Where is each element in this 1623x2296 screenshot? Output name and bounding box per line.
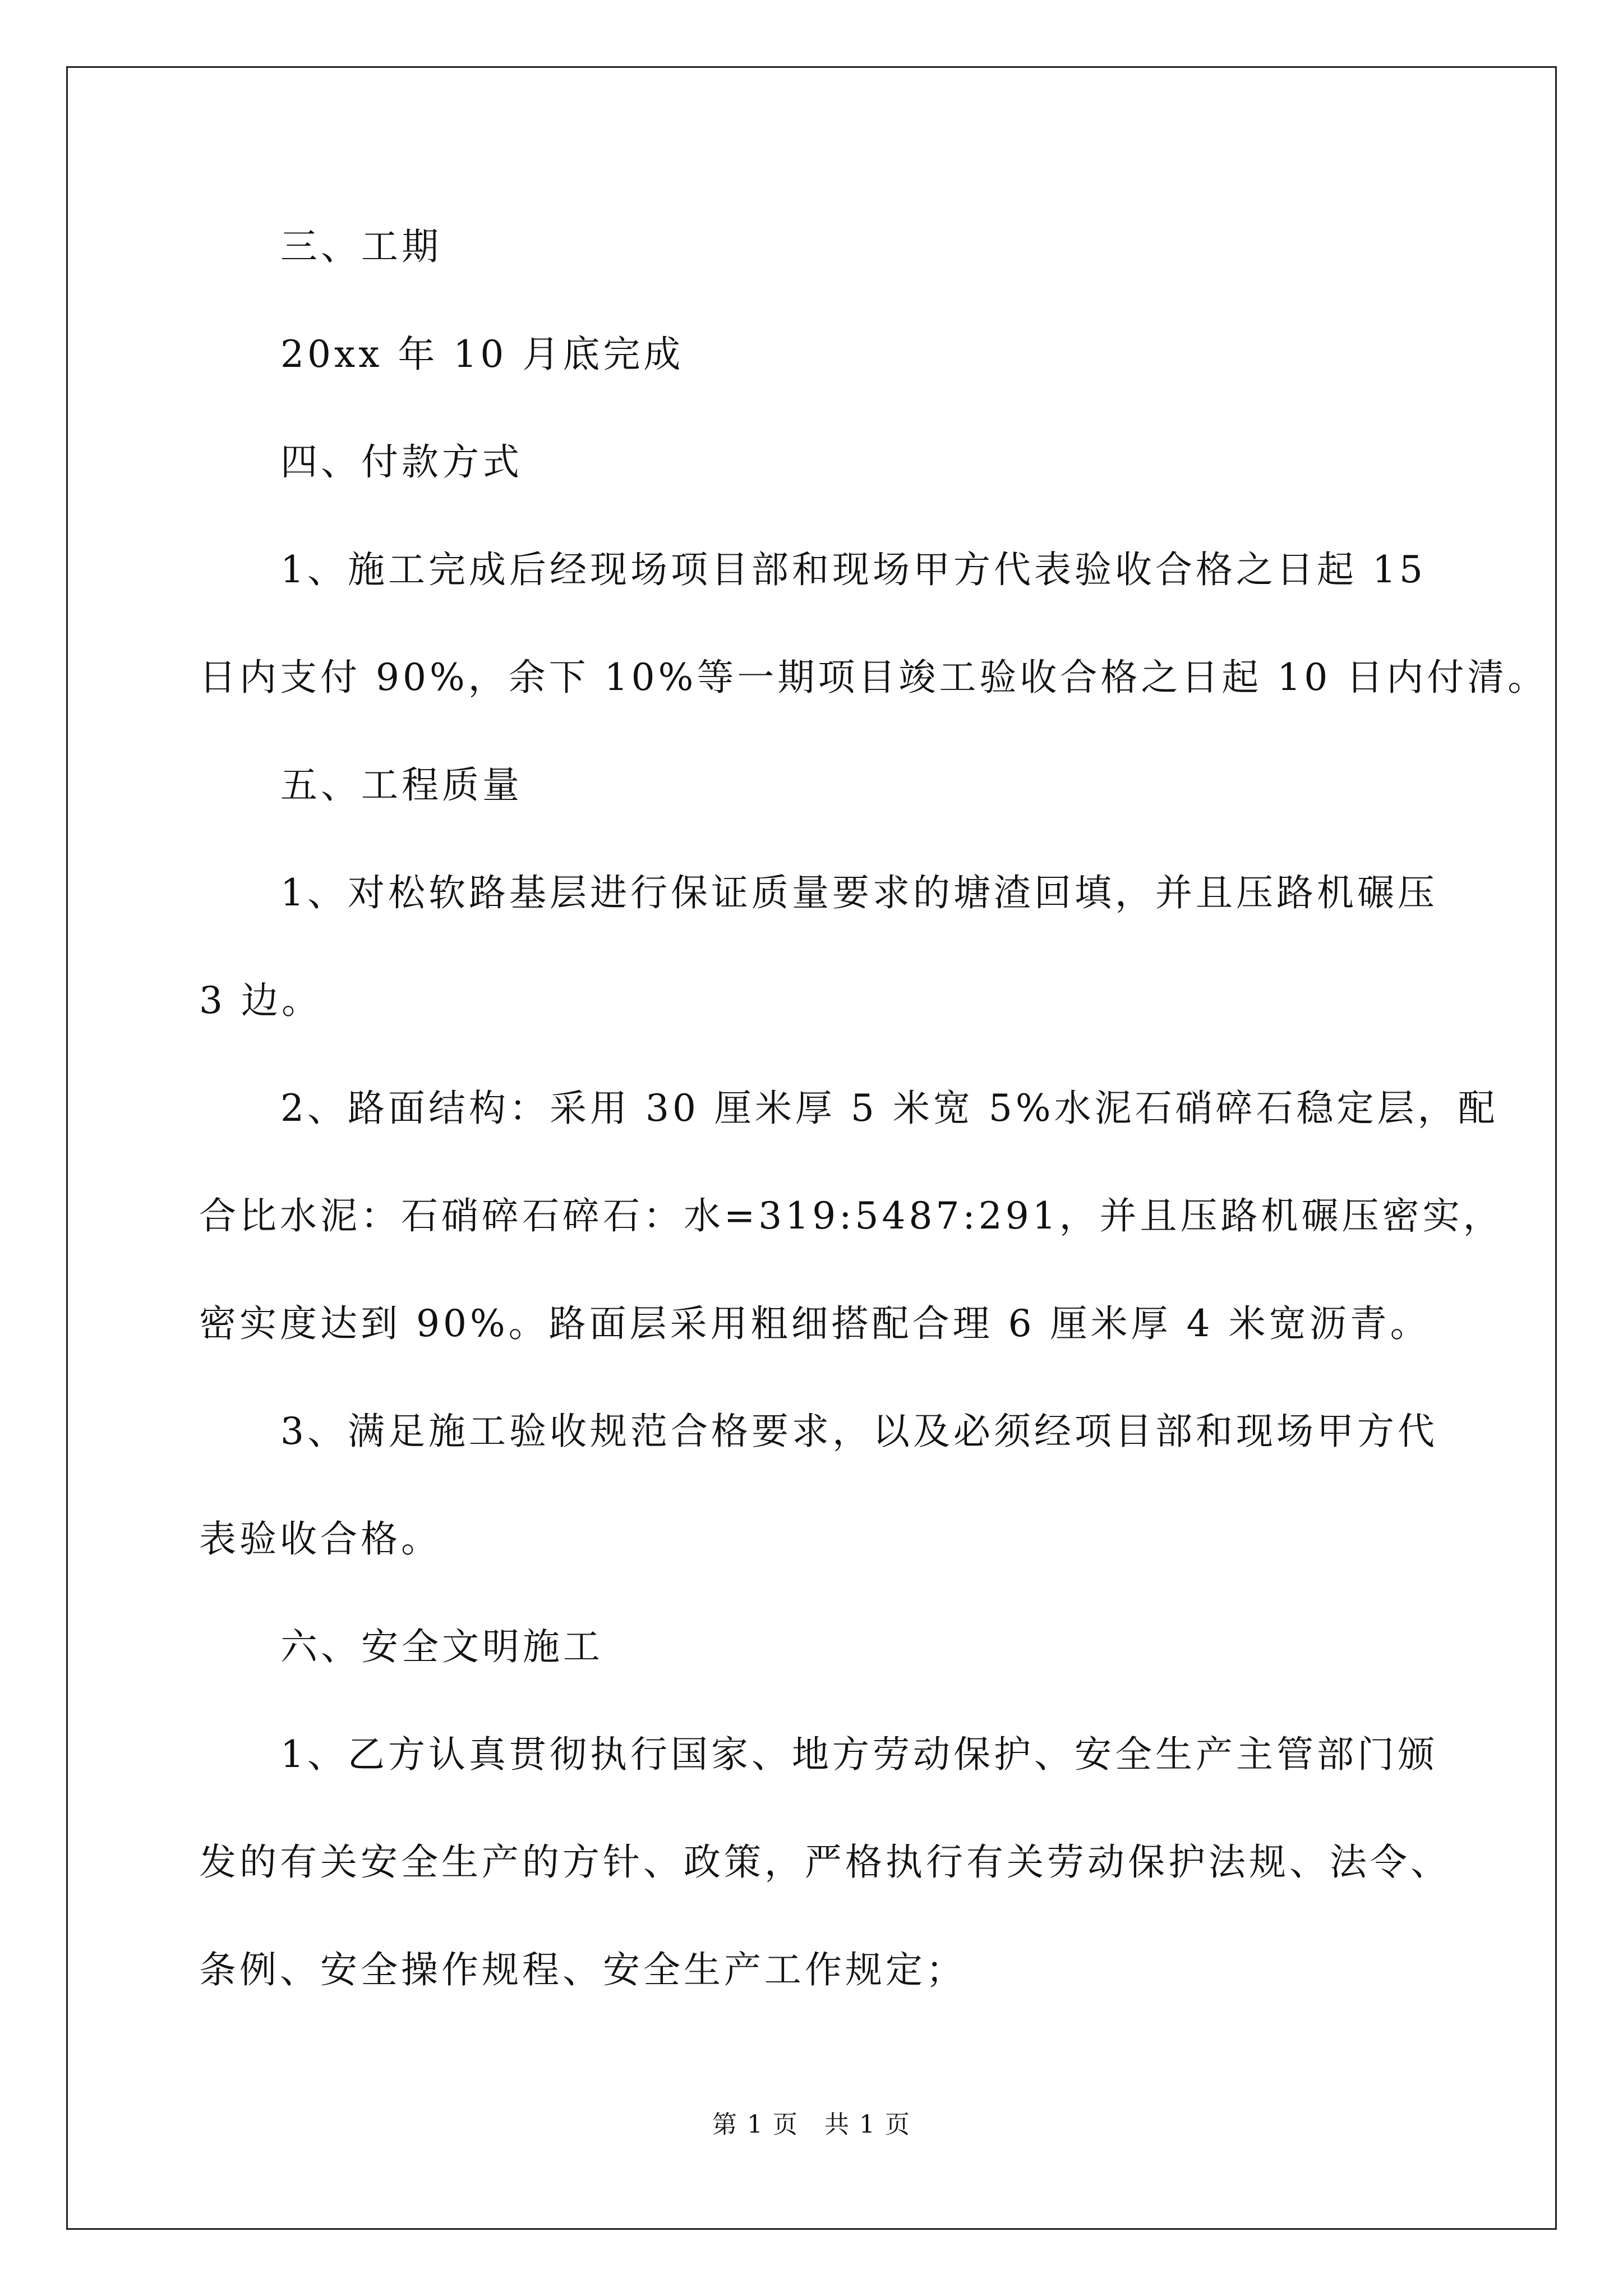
paragraph-line: 1、对松软路基层进行保证质量要求的塘渣回填，并且压路机碾压 — [280, 871, 1438, 914]
paragraph-line: 3、满足施工验收规范合格要求，以及必须经项目部和现场甲方代 — [280, 1410, 1438, 1453]
section-heading-quality: 五、工程质量 — [280, 763, 523, 807]
paragraph-line: 1、乙方认真贯彻执行国家、地方劳动保护、安全生产主管部门颁 — [280, 1733, 1438, 1776]
page-number-footer: 第 1 页 共 1 页 — [712, 2110, 911, 2139]
paragraph-line: 密实度达到 90%。路面层采用粗细搭配合理 6 厘米厚 4 米宽沥青。 — [199, 1302, 1431, 1345]
paragraph-line: 日内支付 90%，余下 10%等一期项目竣工验收合格之日起 10 日内付清。 — [199, 656, 1548, 699]
paragraph-line: 合比水泥：石硝碎石碎石：水=319:5487:291，并且压路机碾压密实， — [199, 1194, 1504, 1237]
section-heading-safety: 六、安全文明施工 — [280, 1625, 603, 1668]
paragraph-line: 20xx 年 10 月底完成 — [280, 333, 684, 376]
section-heading-payment: 四、付款方式 — [280, 440, 523, 484]
paragraph-line: 2、路面结构：采用 30 厘米厚 5 米宽 5%水泥石硝碎石稳定层，配 — [280, 1087, 1498, 1130]
paragraph-line: 条例、安全操作规程、安全生产工作规定； — [199, 1948, 966, 1991]
section-heading-schedule: 三、工期 — [280, 225, 442, 268]
paragraph-line: 1、施工完成后经现场项目部和现场甲方代表验收合格之日起 15 — [280, 548, 1426, 591]
paragraph-line: 表验收合格。 — [199, 1517, 441, 1561]
paragraph-line: 发的有关安全生产的方针、政策，严格执行有关劳动保护法规、法令、 — [199, 1841, 1451, 1884]
paragraph-line: 3 边。 — [199, 979, 322, 1022]
page-border — [66, 66, 1557, 2230]
